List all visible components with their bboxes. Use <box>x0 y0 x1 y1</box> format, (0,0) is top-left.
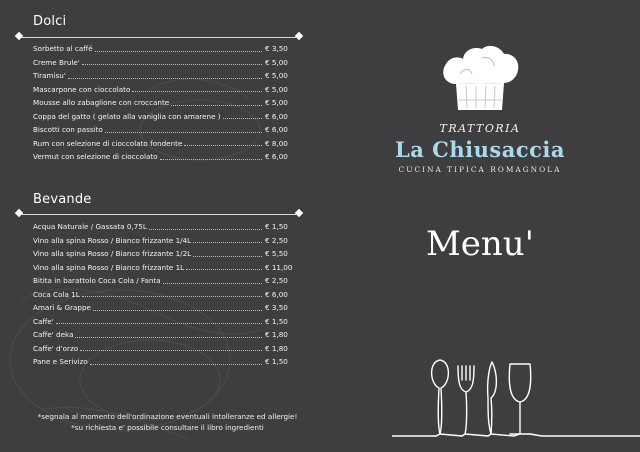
cutlery-icon <box>392 356 640 440</box>
list-item: Caffe' d'orzo € 1,80 <box>33 343 288 353</box>
dolci-divider <box>16 33 302 41</box>
brand-name: La Chiusaccia <box>395 137 565 162</box>
list-item: Bitita in barattolo Coca Cola / Fanta € 2,50 <box>33 276 288 285</box>
list-item: Vino alla spina Rosso / Bianco frizzante 1L € 11,00 <box>33 262 293 272</box>
list-item: Mascarpone con cioccolato € 5,00 <box>33 84 288 94</box>
list-item: Vermut con selezione di cioccolato € 6,00 <box>33 152 288 161</box>
brand-trattoria: TRATTORIA <box>439 122 521 135</box>
list-item: Caffe' € 1,50 <box>33 316 288 326</box>
list-item: Vino alla spina Rosso / Bianco frizzante 1/2L € 5,50 <box>33 249 288 258</box>
bevande-title: Bevande <box>33 192 92 207</box>
dolci-list <box>33 42 291 164</box>
bevande-list <box>33 220 291 369</box>
list-item: Mousse allo zabaglione con croccante € 5,00 <box>33 98 288 107</box>
list-item: Coppa del gatto ( gelato alla vaniglia con amarene ) € 6,00 <box>33 111 288 121</box>
list-item: Tiramisu' € 5,00 <box>33 71 288 80</box>
list-item: Sorbetto al caffé € 3,50 <box>33 44 288 53</box>
list-item: Coca Cola 1L € 6,00 <box>33 289 288 299</box>
list-item: Vino alla spina Rosso / Bianco frizzante 1/4L € 2,50 <box>33 235 288 245</box>
list-item: Rum con selezione di cioccolato fondente € 8,00 <box>33 138 288 148</box>
menu-title: Menu' <box>425 224 535 264</box>
list-item: Biscotti con passito € 6,00 <box>33 125 288 134</box>
allergy-note: *segnala al momento dell'ordinazione eventuali intolleranze ed allergie! <box>37 412 298 421</box>
list-item: Creme Brule' € 5,00 <box>33 57 288 67</box>
list-item: Caffe' deka € 1,80 <box>33 330 288 339</box>
list-item: Acqua Naturale / Gassata 0,75L € 1,50 <box>33 222 288 231</box>
bevande-divider <box>16 210 302 218</box>
list-item: Pane e Serivizo € 1,50 <box>33 357 288 366</box>
chef-hat-icon <box>438 44 522 116</box>
dolci-title: Dolci <box>33 14 67 29</box>
divider-diamond-right <box>295 32 303 40</box>
ingredients-note: *su richiesta e' possibile consultare il libro ingredienti <box>71 423 264 432</box>
brand-subtitle: CUCINA TIPICA ROMAGNOLA <box>398 165 562 174</box>
divider-diamond-right <box>295 209 303 217</box>
list-item: Amari & Grappe € 3,50 <box>33 303 288 312</box>
